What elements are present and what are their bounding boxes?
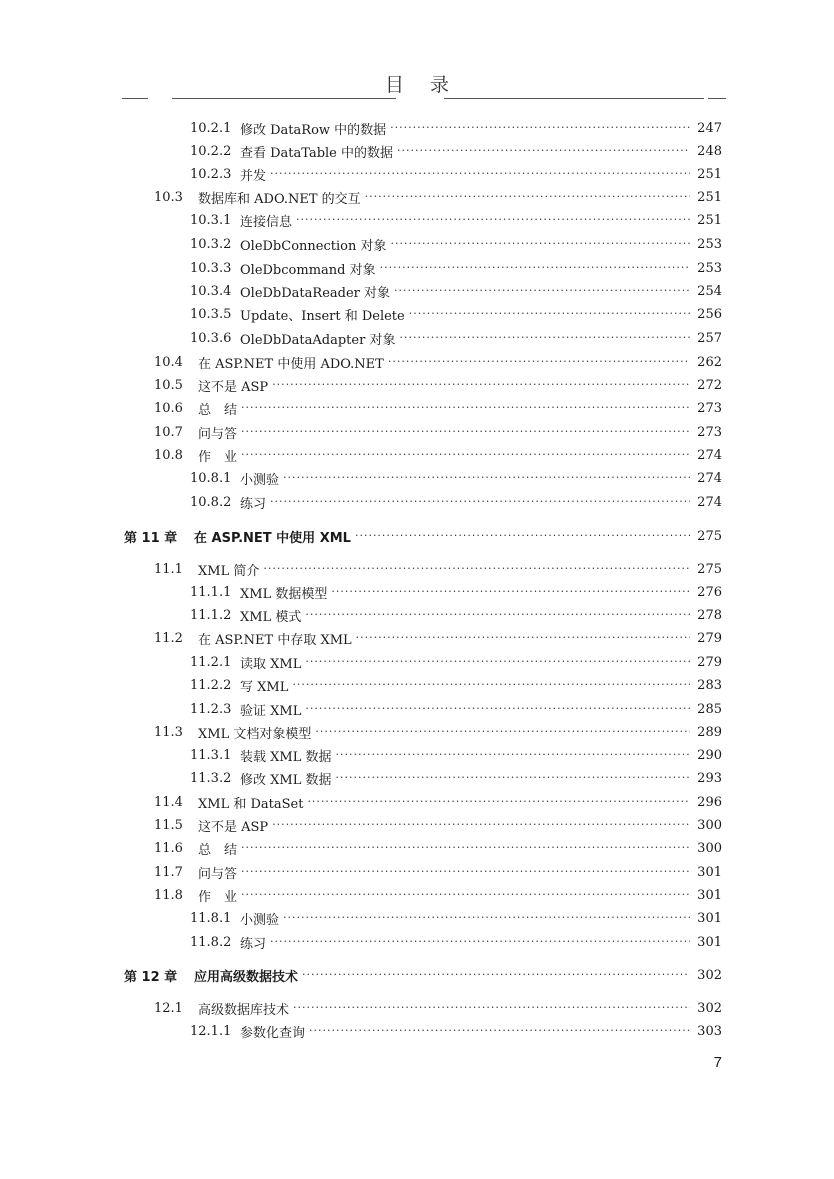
toc-entry-page: 279 — [697, 654, 722, 670]
toc-leader — [241, 422, 690, 442]
toc-entry-title: 问与答 — [198, 866, 238, 882]
toc-leader — [241, 885, 690, 905]
toc-leader — [356, 628, 690, 648]
toc-entry — [190, 118, 722, 138]
toc-entry-page: 296 — [697, 794, 722, 810]
toc-entry-number: 11.8.2 — [190, 934, 232, 950]
toc-leader — [335, 768, 690, 788]
toc-entry-number: 10.8.1 — [190, 470, 232, 486]
toc-entry — [154, 559, 722, 579]
toc-entry-page: 301 — [697, 864, 722, 880]
toc-leader — [380, 258, 690, 278]
toc-entry-page: 278 — [697, 607, 722, 623]
toc-leader — [388, 352, 690, 372]
toc-entry — [154, 375, 722, 395]
toc-entry-number: 11.8 — [154, 887, 183, 903]
toc-entry — [190, 699, 722, 719]
toc-entry-page: 256 — [697, 306, 722, 322]
toc-entry-number: 11.5 — [154, 817, 183, 833]
toc-entry-page: 251 — [697, 212, 722, 228]
toc-entry-title: 验证 XML — [240, 703, 302, 719]
toc-leader — [305, 652, 690, 672]
toc-entry-page: 279 — [697, 630, 722, 646]
toc-entry-title: 在 ASP.NET 中使用 ADO.NET — [198, 356, 384, 372]
toc-entry-page: 301 — [697, 887, 722, 903]
toc-entry — [190, 652, 722, 672]
toc-chapter-title: 在 ASP.NET 中使用 XML — [194, 530, 351, 546]
toc-entry-title: 参数化查询 — [240, 1025, 306, 1041]
toc-entry-number: 11.8.1 — [190, 910, 232, 926]
toc-leader — [270, 164, 690, 184]
toc-entry-number: 10.3.1 — [190, 212, 232, 228]
toc-entry — [154, 792, 722, 812]
toc-entry-number: 11.3.1 — [190, 747, 232, 763]
toc-entry-title: 练习 — [240, 936, 267, 952]
toc-entry-number: 10.5 — [154, 377, 183, 393]
toc-entry-title: 连接信息 — [240, 214, 293, 230]
toc-entry — [190, 768, 722, 788]
toc-leader — [263, 559, 690, 579]
toc-leader — [390, 234, 690, 254]
toc-entry-page: 274 — [697, 447, 722, 463]
toc-entry-title: XML 模式 — [240, 609, 302, 625]
toc-entry-number: 11.4 — [154, 794, 183, 810]
toc-entry — [190, 932, 722, 952]
toc-entry-title: OleDbDataAdapter 对象 — [240, 332, 396, 348]
toc-chapter-number: 第 11 章 — [124, 530, 178, 546]
toc-entry — [154, 722, 722, 742]
toc-entry-number: 10.2.3 — [190, 166, 232, 182]
toc-entry — [190, 605, 722, 625]
toc-leader — [272, 815, 690, 835]
toc-leader — [315, 722, 690, 742]
toc-entry-page: 274 — [697, 494, 722, 510]
toc-entry-number: 12.1.1 — [190, 1023, 232, 1039]
toc-entry-title: OleDbcommand 对象 — [240, 262, 376, 278]
toc-entry-page: 262 — [697, 354, 722, 370]
toc-entry-page: 300 — [697, 817, 722, 833]
toc-entry-title: 这不是 ASP — [198, 819, 269, 835]
toc-entry-page: 302 — [697, 1000, 722, 1016]
toc-entry-page: 275 — [697, 561, 722, 577]
toc-entry-page: 283 — [697, 677, 722, 693]
toc-entry-page: 272 — [697, 377, 722, 393]
toc-entry — [190, 258, 722, 278]
toc-entry-title: 读取 XML — [240, 656, 302, 672]
toc-entry-title: 数据库和 ADO.NET 的交互 — [198, 191, 361, 207]
toc-entry — [190, 1021, 722, 1041]
toc-entry-title: 小测验 — [240, 912, 280, 928]
toc-leader — [270, 932, 690, 952]
toc-entry-number: 10.6 — [154, 400, 183, 416]
toc-entry-title: Update、Insert 和 Delete — [240, 308, 405, 324]
toc-entry-number: 10.3 — [154, 189, 183, 205]
toc-entry-title: 查看 DataTable 中的数据 — [240, 145, 393, 161]
toc-entry-page: 290 — [697, 747, 722, 763]
toc-entry-title: 修改 XML 数据 — [240, 772, 332, 788]
toc-entry-page: 247 — [697, 120, 722, 136]
toc-entry-page: 289 — [697, 724, 722, 740]
toc-leader — [307, 792, 690, 812]
toc-leader — [309, 1021, 690, 1041]
toc-entry-title: 并发 — [240, 168, 267, 184]
toc-entry-number: 11.1.1 — [190, 584, 232, 600]
toc-leader — [293, 998, 690, 1018]
toc-chapter-entry — [124, 526, 722, 546]
toc-entry — [190, 468, 722, 488]
toc-entry — [190, 492, 722, 512]
toc-entry-number: 11.2.2 — [190, 677, 232, 693]
toc-entry — [190, 210, 722, 230]
toc-entry-page: 302 — [697, 967, 722, 983]
toc-entry — [154, 445, 722, 465]
toc-leader — [241, 398, 690, 418]
toc-entry-title: 总 结 — [198, 402, 238, 418]
toc-entry-title: 作 业 — [198, 889, 238, 905]
toc-entry — [190, 675, 722, 695]
toc-entry — [154, 398, 722, 418]
toc-entry-page: 275 — [697, 528, 722, 544]
toc-leader — [241, 862, 690, 882]
toc-entry-page: 273 — [697, 400, 722, 416]
toc-leader — [399, 328, 690, 348]
toc-entry-number: 10.3.6 — [190, 330, 232, 346]
toc-entry-number: 11.6 — [154, 840, 183, 856]
toc-leader — [292, 675, 690, 695]
toc-entry — [154, 422, 722, 442]
toc-entry-number: 12.1 — [154, 1000, 183, 1016]
toc-entry — [190, 582, 722, 602]
toc-entry-number: 11.3.2 — [190, 770, 232, 786]
toc-leader — [390, 118, 690, 138]
toc-entry — [154, 187, 722, 207]
toc-entry — [154, 862, 722, 882]
toc-entry-number: 10.2.1 — [190, 120, 232, 136]
toc-entry-page: 253 — [697, 260, 722, 276]
toc-leader — [283, 468, 690, 488]
toc-leader — [365, 187, 690, 207]
toc-entry-number: 10.3.5 — [190, 306, 232, 322]
toc-entry-title: 总 结 — [198, 842, 238, 858]
toc-chapter-title: 应用高级数据技术 — [194, 969, 299, 985]
toc-entry-number: 10.2.2 — [190, 143, 232, 159]
toc-entry-page: 257 — [697, 330, 722, 346]
toc-entry-title: 写 XML — [240, 679, 289, 695]
toc-entry-number: 11.2.1 — [190, 654, 232, 670]
toc-entry-title: 作 业 — [198, 449, 238, 465]
toc-entry-title: 练习 — [240, 496, 267, 512]
toc-entry-page: 273 — [697, 424, 722, 440]
toc-entry — [190, 141, 722, 161]
toc-entry-number: 11.1.2 — [190, 607, 232, 623]
toc-entry-page: 301 — [697, 910, 722, 926]
toc-leader — [272, 375, 690, 395]
toc-leader — [241, 838, 690, 858]
toc-entry-number: 11.3 — [154, 724, 183, 740]
toc-entry-number: 10.4 — [154, 354, 183, 370]
toc-entry-number: 10.7 — [154, 424, 183, 440]
toc-entry — [190, 745, 722, 765]
toc-leader — [394, 281, 690, 301]
toc-leader — [355, 526, 690, 546]
toc-leader — [335, 745, 690, 765]
toc-leader — [409, 304, 690, 324]
toc-entry-title: 装载 XML 数据 — [240, 749, 332, 765]
toc-entry — [154, 628, 722, 648]
toc-entry-page: 301 — [697, 934, 722, 950]
toc-entry — [190, 908, 722, 928]
toc-entry-page: 248 — [697, 143, 722, 159]
toc-entry-title: XML 数据模型 — [240, 586, 328, 602]
toc-chapter-entry — [124, 965, 722, 985]
toc-entry-title: 修改 DataRow 中的数据 — [240, 122, 387, 138]
toc-leader — [397, 141, 690, 161]
toc-entry — [154, 352, 722, 372]
toc-entry — [190, 281, 722, 301]
toc-entry-title: OleDbDataReader 对象 — [240, 285, 390, 301]
toc-leader — [241, 445, 690, 465]
toc-entry-title: XML 文档对象模型 — [198, 726, 312, 742]
toc-entry-title: OleDbConnection 对象 — [240, 238, 387, 254]
toc-entry — [154, 838, 722, 858]
toc-entry-number: 11.1 — [154, 561, 183, 577]
toc-entry-number: 10.3.3 — [190, 260, 232, 276]
toc-entry — [190, 328, 722, 348]
toc-entry-page: 300 — [697, 840, 722, 856]
toc-entry-page: 276 — [697, 584, 722, 600]
toc-entry-title: 问与答 — [198, 426, 238, 442]
toc-entry — [190, 304, 722, 324]
page-number: 7 — [713, 1054, 722, 1071]
toc-entry-number: 11.2.3 — [190, 701, 232, 717]
toc-entry-number: 10.3.4 — [190, 283, 232, 299]
toc-entry — [154, 815, 722, 835]
toc-entry — [154, 998, 722, 1018]
toc-entry-page: 254 — [697, 283, 722, 299]
toc-entry-title: 高级数据库技术 — [198, 1002, 290, 1018]
toc-entry-title: XML 简介 — [198, 563, 260, 579]
toc-entry-title: 这不是 ASP — [198, 379, 269, 395]
toc-entry-number: 11.2 — [154, 630, 183, 646]
toc-entry-title: 小测验 — [240, 472, 280, 488]
toc-leader — [283, 908, 690, 928]
toc-entry-number: 11.7 — [154, 864, 183, 880]
toc-entry-title: XML 和 DataSet — [198, 796, 304, 812]
toc-entry — [154, 885, 722, 905]
toc-entry-page: 293 — [697, 770, 722, 786]
toc-leader — [270, 492, 690, 512]
toc-leader — [331, 582, 690, 602]
toc-entry-number: 10.3.2 — [190, 236, 232, 252]
toc-leader — [302, 965, 690, 985]
toc-entry-page: 251 — [697, 166, 722, 182]
toc-entry-title: 在 ASP.NET 中存取 XML — [198, 632, 352, 648]
toc-chapter-number: 第 12 章 — [124, 969, 178, 985]
toc-entry-page: 251 — [697, 189, 722, 205]
toc-entry — [190, 234, 722, 254]
toc-leader — [296, 210, 690, 230]
toc-leader — [305, 699, 690, 719]
toc-entry-page: 253 — [697, 236, 722, 252]
toc-entry-number: 10.8.2 — [190, 494, 232, 510]
toc-leader — [305, 605, 690, 625]
toc-entry-page: 285 — [697, 701, 722, 717]
toc-entry-number: 10.8 — [154, 447, 183, 463]
toc-entry-page: 274 — [697, 470, 722, 486]
toc-entry-page: 303 — [697, 1023, 722, 1039]
running-header-title: 目录 — [384, 74, 475, 96]
toc-entry — [190, 164, 722, 184]
